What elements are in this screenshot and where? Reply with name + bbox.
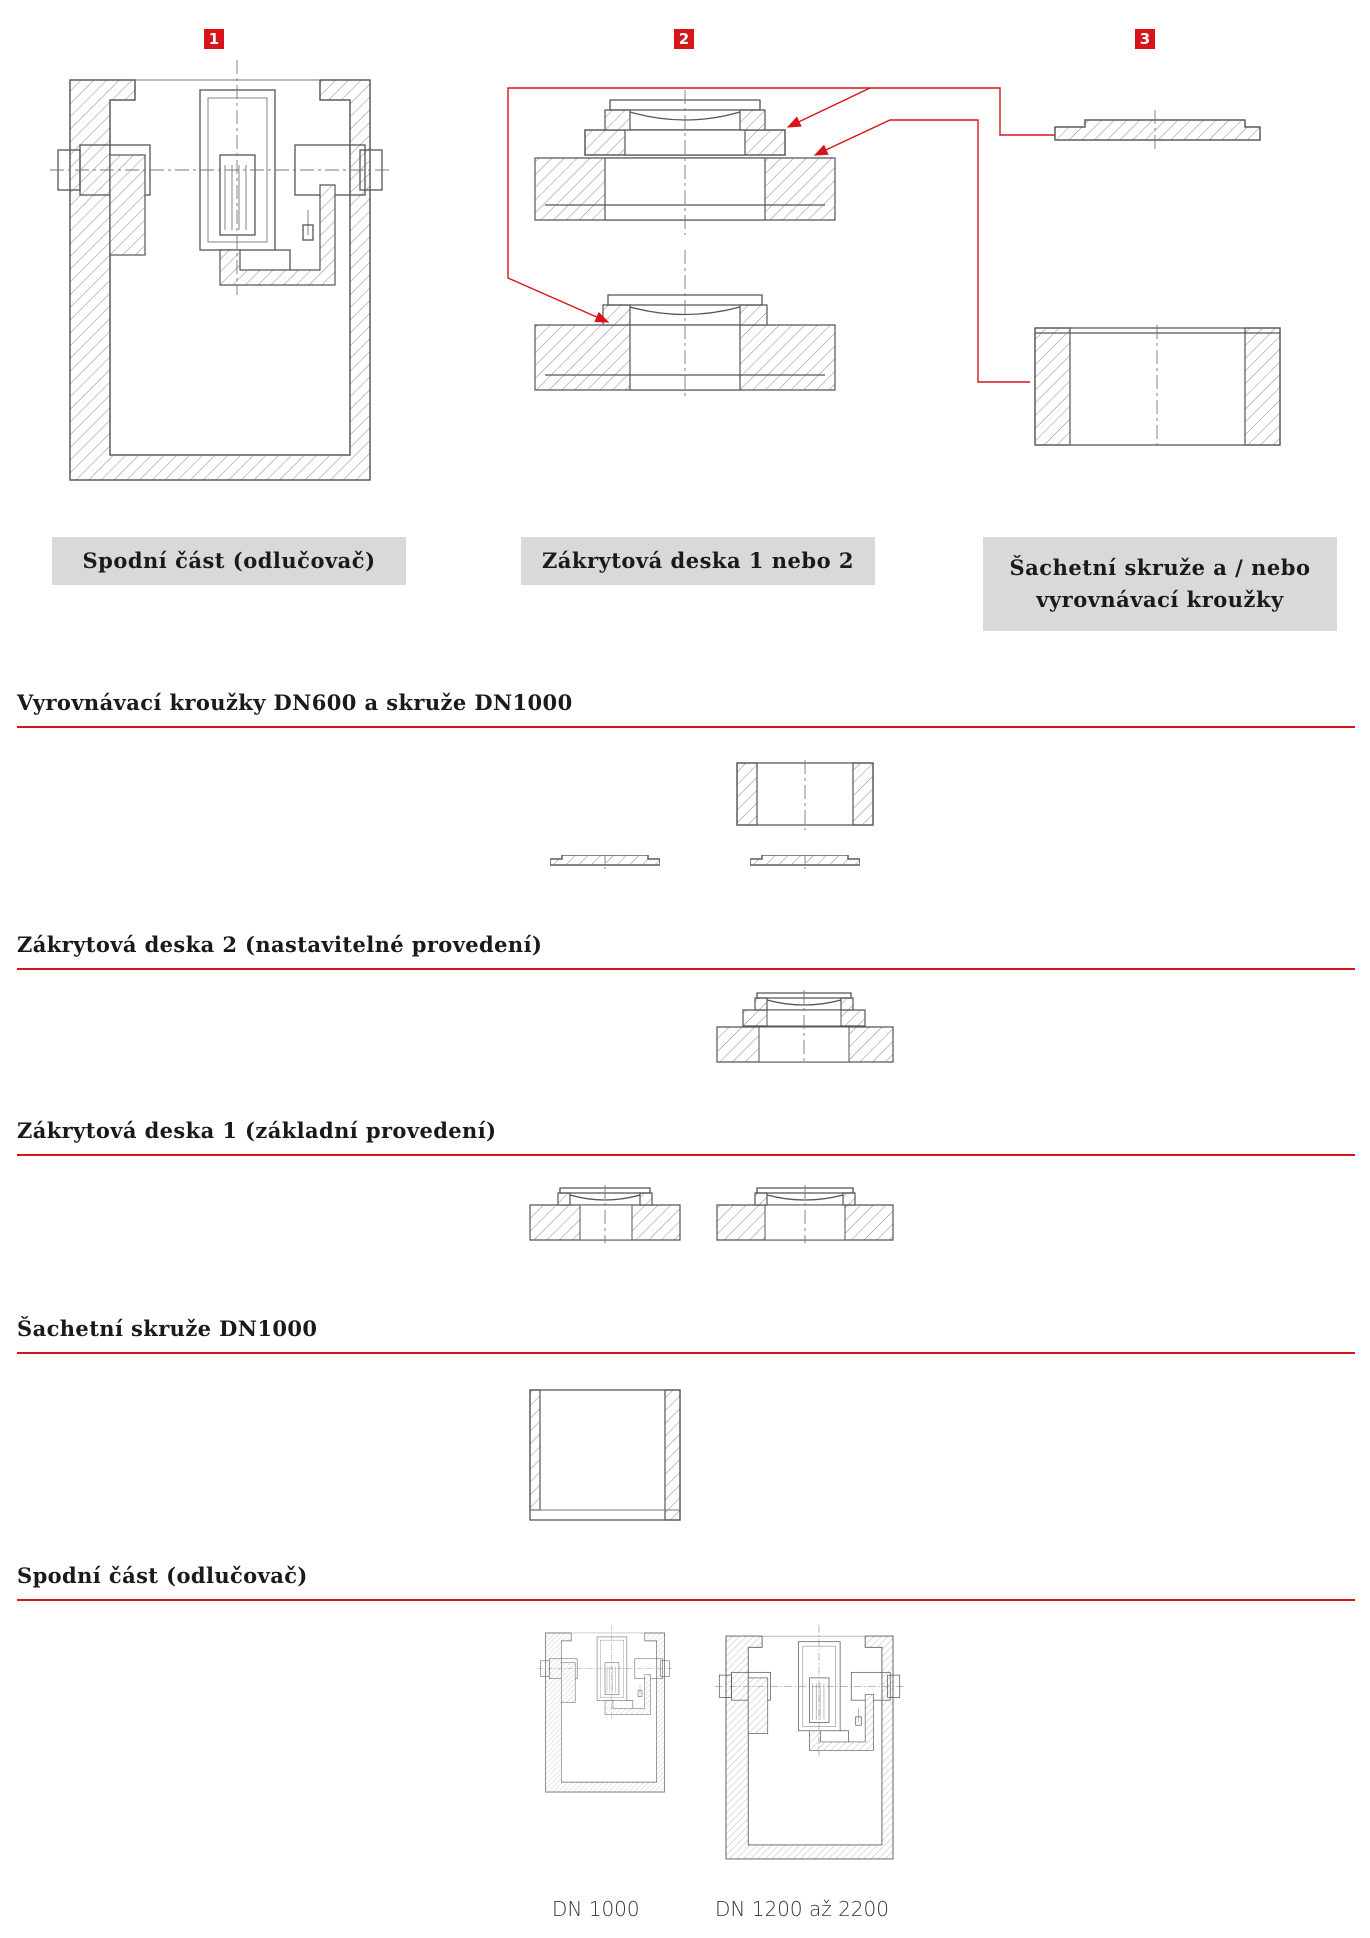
bottom-part-label: Spodní část (odlučovač) (52, 537, 406, 585)
rings-label (983, 537, 1337, 631)
caption-dn1200: DN 1200 až 2200 (715, 1897, 889, 1921)
cover-plate-label: Zákrytová deska 1 nebo 2 (521, 537, 875, 585)
badge-2: 2 (674, 29, 694, 49)
rings-label-line2: vyrovnávací kroužky (1036, 587, 1284, 612)
section-rule-shaft (17, 1352, 1355, 1354)
section-title-rings: Vyrovnávací kroužky DN600 a skruže DN1000 (17, 690, 573, 715)
rings-drawing (1030, 115, 1290, 455)
caption-dn1000: DN 1000 (552, 1897, 640, 1921)
section-title-shaft: Šachetní skruže DN1000 (17, 1316, 318, 1341)
bottom-thumb-dn1200 (712, 1625, 907, 1870)
section-rule-rings (17, 726, 1355, 728)
section-title-plate2: Zákrytová deska 2 (nastavitelné provedení) (17, 932, 543, 957)
section-rule-plate1 (17, 1154, 1355, 1156)
badge-3: 3 (1135, 29, 1155, 49)
bottom-thumb-dn1000 (525, 1625, 685, 1805)
plate2-thumb-drawing (715, 990, 895, 1065)
rings-label-line1: Šachetní skruže a / nebo (1009, 555, 1311, 580)
plate1-thumb-drawing (525, 1185, 900, 1245)
rings-thumb-drawing (545, 760, 885, 870)
badge-1: 1 (204, 29, 224, 49)
section-title-bottom: Spodní část (odlučovač) (17, 1563, 308, 1588)
section-rule-plate2 (17, 968, 1355, 970)
section-rule-bottom (17, 1599, 1355, 1601)
section-title-plate1: Zákrytová deska 1 (základní provedení) (17, 1118, 497, 1143)
shaft-thumb-drawing (525, 1385, 685, 1525)
